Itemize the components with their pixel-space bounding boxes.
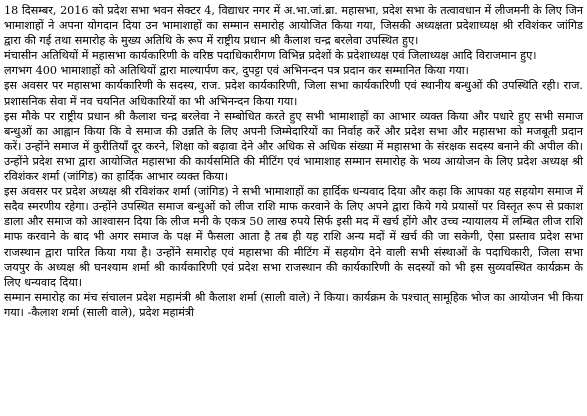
- paragraph-guests: मंचासीन अतिथियों में महासभा कार्यकारिणी के वरिष्ठ पदाधिकारीगण विभिन्न प्रदेशों के प्रदेशाध्यक्ष एवं जिलाध्यक्ष आदि विराजमान हुए।: [4, 49, 537, 63]
- paragraph-honorees: लगभग 400 भामाशाहों को अतिथियों द्वारा माल्यार्पण कर, दुपट्टा एवं अभिनन्दन पत्र प्रदान कर सम्मानित किया गया।: [4, 64, 469, 78]
- paragraph-attendance: इस अवसर पर महासभा कार्यकारिणी के सदस्य, राज. प्रदेश कार्यकारिणी, जिला सभा कार्यकारिणी एवं स्थानीय बन्धुओं की उपस्थिति रही। राज. प्रशासनिक सेवा में नव चयनित अधिकारियों का भी अभिनन्दन किया गया।: [4, 79, 583, 108]
- paragraph-intro: 18 दिसम्बर, 2016 को प्रदेश सभा भवन सेक्टर 4, विद्याधर नगर में अ.भा.जां.ब्रा. महासभा, प्रदेश सभा के तत्वावधान में लीजमनी के लिए जिन भामाशाहों ने अपना योगदान दिया उन भामाशाहों का सम्मान समारोह आयोजित किया गया, जिसकी अध्यक्षता प्रदेशाध्यक्ष श्री रविशंकर जांगिड द्वारा की गई तथा समारोह के मुख्य अतिथि के रूप में राष्ट्रीय प्रधान श्री कैलाश चन्द्र बरलेवा उपस्थित हुए।: [4, 4, 583, 48]
- paragraph-closing-signature: सम्मान समारोह का मंच संचालन प्रदेश महामंत्री श्री कैलाश शर्मा (साली वाले) ने किया। कार्यक्रम के पश्चात् सामूहिक भोज का आयोजन भी किया गया। -कैलाश शर्मा (साली वाले), प्रदेश महामंत्री: [4, 290, 583, 319]
- paragraph-national-president-speech: इस मौके पर राष्ट्रीय प्रधान श्री कैलाश चन्द्र बरलेवा ने सम्बोधित करते हुए सभी भामाशाहों का आभार व्यक्त किया और पधारे हुए सभी समाज बन्धुओं का आह्वान किया कि वे समाज की उन्नति के लिए अपनी जिम्मेदारियों का निर्वाह करें और प्रदेश सभा और महासभा को मजबूती प्रदान करें। उन्होंने समाज में कुरीतियाँ दूर करने, शिक्षा को बढ़ावा देने और अधिक से अधिक संख्या में महासभा के संरक्षक सदस्य बनाने की अपील की। उन्होंने प्रदेश सभा द्वारा आयोजित महासभा की कार्यसमिति की मीटिंग एवं भामाशाह सम्मान समारोह के भव्य आयोजन के लिए प्रदेश अध्यक्ष श्री रविशंकर शर्मा (जांगिड) का हार्दिक आभार व्यक्त किया।: [4, 109, 583, 184]
- paragraph-state-president-speech: इस अवसर पर प्रदेश अध्यक्ष श्री रविशंकर शर्मा (जांगिड) ने सभी भामाशाहों का हार्दिक धन्यवाद दिया और कहा कि आपका यह सहयोग समाज में सदैव स्मरणीय रहेगा। उन्होंने उपस्थित समाज बन्धुओं को लीज राशि माफ करवाने के लिए अपने द्वारा किये गये प्रयासों पर विस्तृत रूप से प्रकाश डाला और समाज को आश्वासन दिया कि लीज मनी के एकत्र 50 लाख रुपये सिर्फ इसी मद में खर्च होंगे और उच्च न्यायालय में लम्बित लीज राशि माफ करवाने के बाद भी अगर समाज के पक्ष में फैसला आता है तब ही यह राशि अन्य मदों में खर्च की जा सकेगी, ऐसा प्रस्ताव प्रदेश सभा राजस्थान द्वारा पारित किया गया है। उन्होंने समारोह एवं महासभा की मीटिंग में सहयोग देने वाली सभी संस्थाओं के पदाधिकारी, जिला सभा जयपुर के अध्यक्ष श्री घनश्याम शर्मा श्री कार्यकारिणी एवं प्रदेश सभा राजस्थान की कार्यकारिणी के सदस्यों को भी इस सुव्यवस्थित कार्यक्रम के लिए धन्यवाद दिया।: [4, 185, 583, 289]
